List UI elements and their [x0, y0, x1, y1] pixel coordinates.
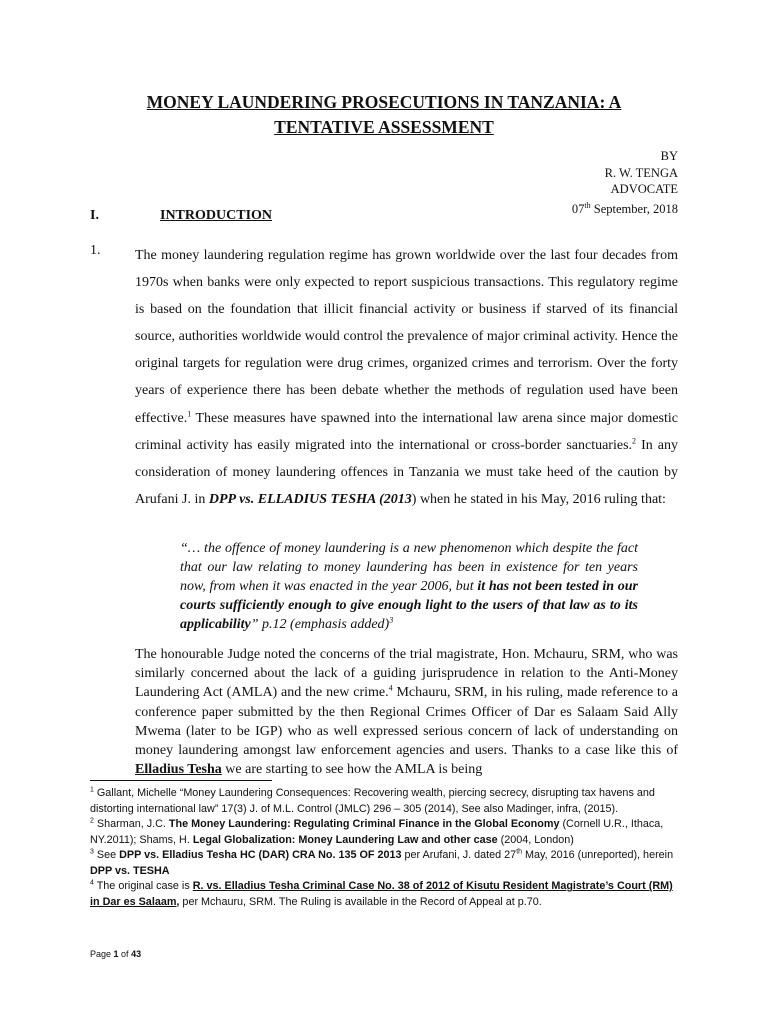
footnote-1: $^1$ Gallant, Michelle “Money Laundering Consequences: Recovering wealth, piercing secrecy, disrupting tax havens and distorting international law” 17(3) J. of M.L. Control (JMLC) 296 – 305 (2014), See also Madinger, infra, (2015).: [90, 786, 655, 815]
paragraph-number: 1.: [90, 243, 101, 258]
block-quote: “… the offence of money laundering is a new phenomenon which despite the fact that our law relating to money laundering has been in existence for ten years now, from when it was enacted in the year 2006, but it has not been tested in our courts sufficiently enough to give enough light to the users of that law as to its applicability” p.12 (emphasis added)$^3$: [180, 541, 639, 632]
page-total: 43: [131, 949, 142, 959]
footnote-2: $^2$ Sharman, J.C. The Money Laundering: Regulating Criminal Finance in the Global Economy (Cornell U.R., Ithaca, NY.2011); Shams, H. Legal Globalization: Money Laundering Law and other case (2004, London): [90, 817, 664, 846]
footnote-ref-3[interactable]: 3: [389, 615, 394, 625]
footnote-4: $^4$ The original case is R. vs. Elladius Tesha Criminal Case No. 38 of 2012 of Kisutu Resident Magistrate’s Court (RM) in Dar es Salaam, per Mchauru, SRM. The Ruling is available in the Record of Appeal at p.70.: [90, 879, 673, 908]
page-footer: Page 1 of 43: [90, 949, 142, 959]
case-name: Elladius Tesha: [135, 762, 222, 778]
page-number: 1: [113, 949, 119, 959]
section-title: INTRODUCTION: [160, 208, 273, 223]
case-citation: DPP vs. ELLADIUS TESHA (2013: [208, 491, 412, 507]
footnote-ref-4[interactable]: 4: [388, 683, 393, 693]
footnote-ref-1[interactable]: 1: [187, 408, 192, 418]
author-name: R. W. TENGA: [604, 165, 678, 180]
section-number: I.: [90, 208, 99, 223]
footnotes: [90, 786, 680, 910]
footnote-ref-2[interactable]: 2: [632, 436, 637, 445]
quote-emphasis: it has not been tested in our courts sufficiently enough to give enough light to the users of that law as to its applicability: [180, 579, 639, 632]
author-by: BY: [660, 149, 678, 163]
title-line-1: MONEY LAUNDERING PROSECUTIONS IN TANZANIA: A: [146, 92, 622, 112]
paragraph-2: The honourable Judge noted the concerns of the trial magistrate, Hon. Mchauru, SRM, who was similarly concerned about the lack of a guiding jurisprudence in relation to the Anti-Money Laundering Act (AMLA) and the new crime.$^4$ Mchauru, SRM, in his ruling, made reference to a conference paper submitted by the then Regional Crimes Officer of Dar es Salaam Said Ally Mwema (later to be IGP) who as well expressed serious concern of lack of understanding on money laundering amongst law enforcement agencies and users. Thanks to a case like this of Elladius Tesha we are starting to see how the AMLA is being: [135, 647, 679, 778]
document-title: [90, 90, 678, 140]
footnote-divider: [90, 780, 272, 781]
author-date: 07th September, 2018: [571, 200, 678, 216]
title-line-2: TENTATIVE ASSESSMENT: [274, 117, 494, 137]
paragraph-1: The money laundering regulation regime has grown worldwide over the last four decades from 1970s when banks were only expected to report suspicious transactions. This regulatory regime is based on the foundation that illicit financial activity or business if starved of its financial source, authorities worldwide would control the prevalence of major criminal activity. Hence the original targets for regulation were drug crimes, organized crimes and terrorism. Over the forty years of experience there has been debate whether the methods of regulation used have been effective.$^1$ These measures have spawned into the international law arena since major domestic criminal activity has easily migrated into the international or cross-border sanctuaries.$^2$ In any consideration of money laundering offences in Tanzania we must take heed of the caution by Arufani J. in DPP vs. ELLADIUS TESHA (2013) when he stated in his May, 2016 ruling that:: [135, 248, 678, 507]
author-role: ADVOCATE: [610, 182, 678, 196]
author-block: [572, 148, 678, 217]
footnote-3: $^3$ See DPP vs. Elladius Tesha HC (DAR) CRA No. 135 OF 2013 per Arufani, J. dated 27th May, 2016 (unreported), herein DPP vs. TESHA: [90, 848, 674, 877]
